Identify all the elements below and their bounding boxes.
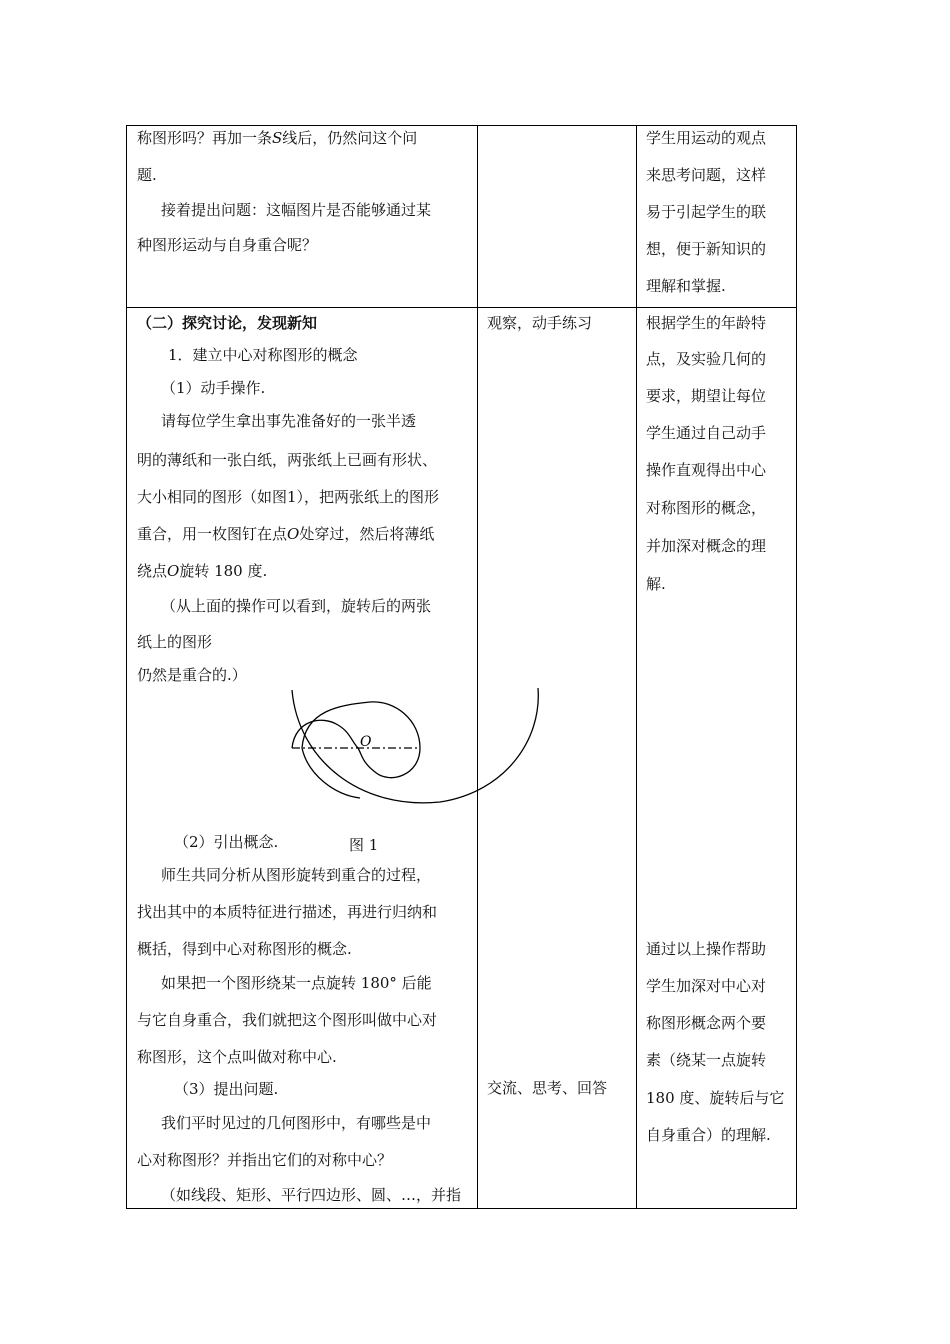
point-o-label: O xyxy=(360,734,372,750)
subheading-2: （1）动手操作. xyxy=(161,379,266,397)
inner-curve xyxy=(292,720,360,798)
design-intent-2-line-2: 学生加深对中心对 xyxy=(646,977,767,995)
paragraph-3-line-2: 找出其中的本质特征进行描述，再进行归纳和 xyxy=(137,903,438,921)
row1-left-line-2: 题. xyxy=(137,166,157,184)
table-row-divider xyxy=(126,307,797,308)
figure-1-caption: 图 1 xyxy=(349,836,379,854)
paragraph-4-line-1: 如果把一个图形绕某一点旋转 180° 后能 xyxy=(161,974,432,992)
paragraph-1-line-1: 请每位学生拿出事先准备好的一张半透 xyxy=(161,412,417,430)
figure-1-diagram xyxy=(280,680,550,820)
paragraph-2-line-1: （从上面的操作可以看到，旋转后的两张 xyxy=(161,597,432,615)
paragraph-2-line-3: 仍然是重合的.） xyxy=(137,666,247,684)
paragraph-4-line-2: 与它自身重合，我们就把这个图形叫做中心对 xyxy=(137,1011,438,1029)
paragraph-4-line-3: 称图形，这个点叫做对称中心. xyxy=(137,1048,337,1066)
student-activity-1: 观察，动手练习 xyxy=(487,314,593,332)
design-intent-2-line-3: 称图形概念两个要 xyxy=(646,1014,767,1032)
row1-right-line-3: 易于引起学生的联 xyxy=(646,203,767,221)
design-intent-1-line-3: 要求，期望让每位 xyxy=(646,387,767,405)
paragraph-5-line-2: 心对称图形？并指出它们的对称中心？ xyxy=(137,1151,393,1169)
design-intent-1-line-5: 操作直观得出中心 xyxy=(646,461,767,479)
design-intent-2-line-5: 180 度、旋转后与它 xyxy=(646,1089,785,1107)
paragraph-1-line-5: 绕点O旋转 180 度. xyxy=(137,562,268,580)
design-intent-1-line-7: 并加深对概念的理 xyxy=(646,537,767,555)
row1-left-line-1: 称图形吗？再加一条S线后，仍然问这个问 xyxy=(137,129,418,147)
table-border-top xyxy=(126,125,797,126)
table-border-right xyxy=(796,125,797,1209)
paragraph-5-line-1: 我们平时见过的几何图形中，有哪些是中 xyxy=(161,1114,432,1132)
paragraph-1-line-4: 重合，用一枚图钉在点O处穿过，然后将薄纸 xyxy=(137,525,435,543)
paragraph-3-line-1: 师生共同分析从图形旋转到重合的过程， xyxy=(161,866,432,884)
row1-left-line-3: 接着提出问题：这幅图片是否能够通过某 xyxy=(161,201,432,219)
design-intent-1-line-2: 点，及实验几何的 xyxy=(646,350,767,368)
paragraph-5-line-3: （如线段、矩形、平行四边形、圆、…，并指 xyxy=(161,1186,462,1204)
row1-right-line-1: 学生用运动的观点 xyxy=(646,129,767,147)
table-column-divider-1 xyxy=(477,125,478,1209)
subheading-3: （2）引出概念. xyxy=(174,833,279,851)
paragraph-1-line-3: 大小相同的图形（如图1），把两张纸上的图形 xyxy=(137,488,440,506)
design-intent-2-line-4: 素（绕某一点旋转 xyxy=(646,1051,767,1069)
paragraph-3-line-3: 概括，得到中心对称图形的概念. xyxy=(137,940,352,958)
design-intent-1-line-4: 学生通过自己动手 xyxy=(646,424,767,442)
row1-right-line-4: 想，便于新知识的 xyxy=(646,240,767,258)
table-column-divider-2 xyxy=(636,125,637,1209)
paragraph-2-line-2: 纸上的图形 xyxy=(137,633,213,651)
subheading-4: （3）提出问题. xyxy=(174,1080,279,1098)
section-heading: （二）探究讨论，发现新知 xyxy=(137,314,318,332)
row1-left-line-4: 种图形运动与自身重合呢？ xyxy=(137,236,318,254)
row1-right-line-2: 来思考问题，这样 xyxy=(646,166,767,184)
design-intent-2-line-6: 自身重合）的理解. xyxy=(646,1126,771,1144)
table-border-left xyxy=(126,125,127,1209)
row1-right-line-5: 理解和掌握. xyxy=(646,277,726,295)
student-activity-2: 交流、思考、回答 xyxy=(487,1079,608,1097)
design-intent-1-line-6: 对称图形的概念， xyxy=(646,499,767,517)
design-intent-1-line-1: 根据学生的年龄特 xyxy=(646,314,767,332)
design-intent-2-line-1: 通过以上操作帮助 xyxy=(646,940,767,958)
paragraph-1-line-2: 明的薄纸和一张白纸，两张纸上已画有形状、 xyxy=(137,451,438,469)
table-border-bottom xyxy=(126,1208,797,1209)
subheading-1: 1．建立中心对称图形的概念 xyxy=(168,346,358,364)
design-intent-1-line-8: 解. xyxy=(646,575,666,593)
